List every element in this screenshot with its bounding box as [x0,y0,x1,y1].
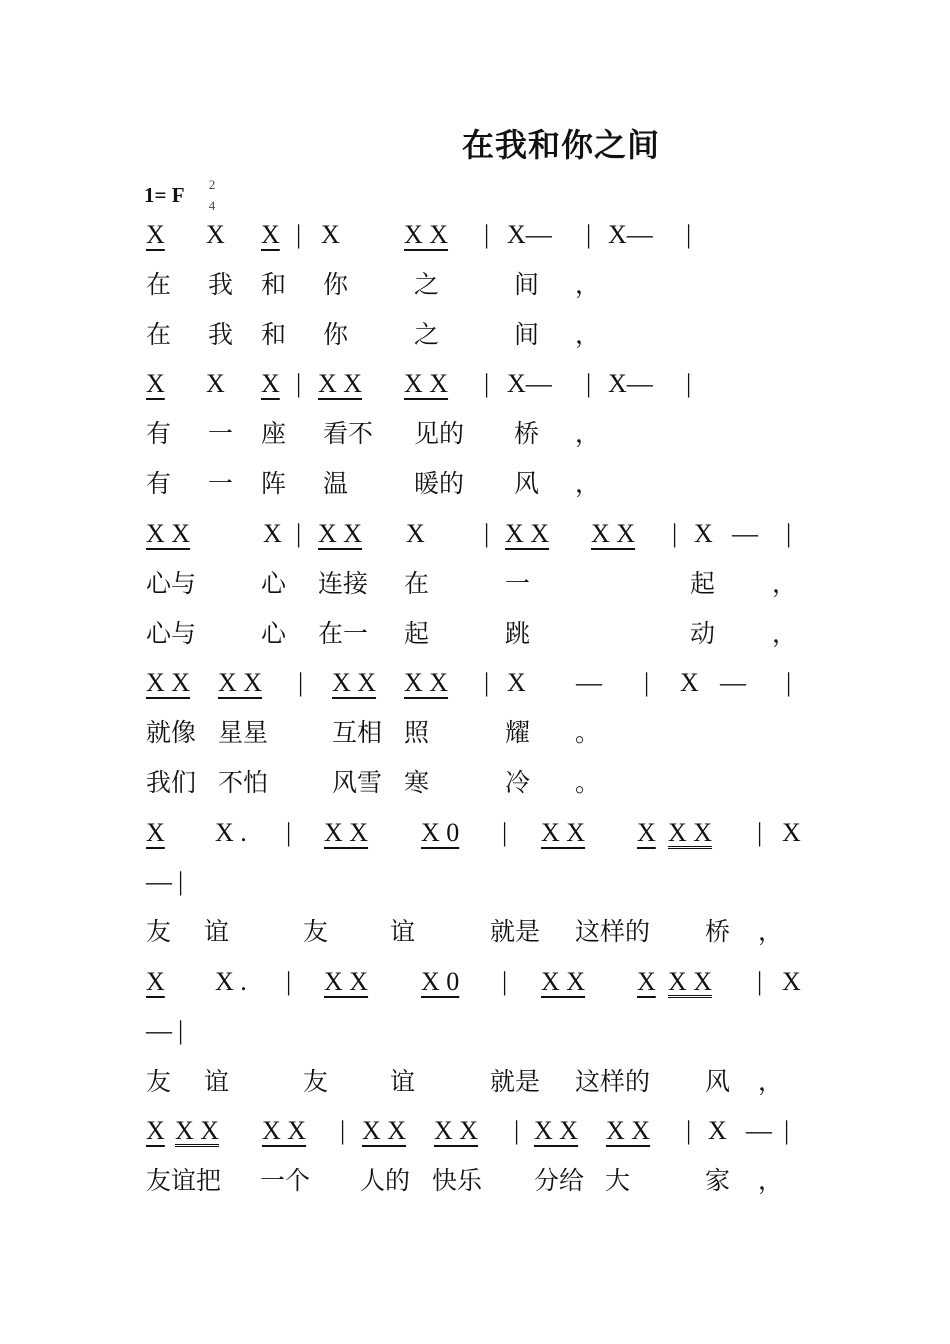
notation-token: | [178,867,184,896]
lyric-token: 谊 [390,917,416,946]
lyric-token: 暖的 [414,469,465,498]
notation-token: | [178,1016,184,1045]
lyric-token: 动 [690,619,716,648]
notation-token: | [514,1116,520,1145]
notation-token: X 0 [421,967,460,996]
notation-token: X [782,967,801,996]
lyric-token: 谊 [204,1067,230,1096]
key-signature: 1= F [144,183,185,207]
lyric-token: 和 [261,320,287,349]
notation-token: X X [591,519,636,548]
lyric-token: ， [772,569,798,598]
notation-token: | [484,668,490,697]
lyric-token: 你 [323,320,349,349]
notation-token: | [296,369,302,398]
lyric-token: 友 [303,917,329,946]
lyric-token: 心 [261,569,287,598]
notation-token: | [296,220,302,249]
notation-token: X [146,818,165,847]
notation-token: X [637,967,656,996]
lyric-token: 风雪 [332,768,383,797]
notation-token: X [146,220,165,249]
lyric-token: 桥 [705,917,731,946]
lyric-token: ， [758,1067,784,1096]
lyric-token: 我 [208,320,234,349]
notation-token: X X [404,369,449,398]
lyric-token: 家 [705,1166,731,1195]
lyric-token: 在 [146,320,172,349]
lyric-token: 我 [208,270,234,299]
lyric-token: 风 [514,469,540,498]
notation-token: X X [332,668,377,697]
notation-token: — [576,668,602,697]
notation-token: | [502,967,508,996]
notation-token: | [757,967,763,996]
song-title: 在我和你之间 [462,126,661,164]
lyric-token: 一个 [260,1166,311,1195]
notation-token: X X [146,668,191,697]
lyric-token: 心与 [146,569,197,598]
lyric-token: 座 [261,419,287,448]
notation-token: X 0 [421,818,460,847]
lyric-token: 友谊把 [146,1166,222,1195]
notation-token: | [784,1116,790,1145]
notation-token: X— [507,220,552,249]
lyric-token: 温 [323,469,349,498]
lyric-token: 互相 [332,718,383,747]
lyric-token: 快乐 [432,1166,483,1195]
time-numerator: 2 [208,177,216,192]
lyric-token: 友 [303,1067,329,1096]
notation-token: | [644,668,650,697]
notation-token: X [206,369,225,398]
notation-token: | [484,369,490,398]
notation-token: X— [608,220,653,249]
notation-token: — [720,668,746,697]
notation-token: | [286,818,292,847]
notation-token: X [146,1116,165,1145]
lyric-token: 桥 [514,419,540,448]
lyric-token: 友 [146,1067,172,1096]
notation-token: — [146,867,172,896]
notation-token: X [146,369,165,398]
notation-token: | [686,220,692,249]
notation-token: X [263,519,282,548]
notation-token: X X [324,967,369,996]
lyric-token: 照 [404,718,430,747]
lyric-token: 起 [690,569,716,598]
lyric-token: 星星 [218,718,269,747]
notation-token: | [340,1116,346,1145]
notation-token: X X [404,220,449,249]
lyric-token: ， [575,469,601,498]
notation-token: | [502,818,508,847]
lyric-token: 大 [605,1166,631,1195]
lyric-token: 在 [404,569,430,598]
lyric-token: 冷 [505,768,531,797]
notation-token: X X [218,668,263,697]
notation-token: — [732,519,758,548]
notation-token: X [261,369,280,398]
lyric-token: 谊 [204,917,230,946]
notation-token: | [757,818,763,847]
lyric-token: ， [575,270,601,299]
lyric-token: ， [575,320,601,349]
lyric-token: 就是 [490,1067,541,1096]
notation-token: | [686,369,692,398]
notation-token: | [686,1116,692,1145]
notation-token: X X [262,1116,307,1145]
notation-token: X X [146,519,191,548]
lyric-token: 和 [261,270,287,299]
notation-token: X [406,519,425,548]
lyric-token: ， [758,1166,784,1195]
notation-token: X [321,220,340,249]
notation-token: X [507,668,526,697]
notation-token: X [708,1116,727,1145]
lyric-token: 在 [146,270,172,299]
notation-token: X X [318,369,363,398]
notation-token: X X [318,519,363,548]
notation-token: — [146,1016,172,1045]
notation-token: X— [507,369,552,398]
notation-token: X [694,519,713,548]
lyric-token: 一 [505,569,531,598]
notation-token: X X [668,967,713,996]
lyric-token: 心与 [146,619,197,648]
notation-token: | [484,220,490,249]
lyric-token: 一 [208,469,234,498]
lyric-token: 间 [514,320,540,349]
lyric-token: 连接 [318,569,369,598]
lyric-token: 间 [514,270,540,299]
notation-token: X X [175,1116,220,1145]
notation-token: X X [541,818,586,847]
lyric-token: 分给 [534,1166,585,1195]
notation-token: | [286,967,292,996]
lyric-token: 看不 [323,419,374,448]
lyric-token: 见的 [414,419,465,448]
lyric-token: 之 [414,320,440,349]
notation-token: X [261,220,280,249]
lyric-token: 就是 [490,917,541,946]
notation-token: | [484,519,490,548]
lyric-token: 在一 [318,619,369,648]
notation-token: | [586,369,592,398]
notation-token: X X [434,1116,479,1145]
lyric-token: 阵 [261,469,287,498]
notation-token: X [680,668,699,697]
lyric-token: 耀 [505,718,531,747]
lyric-token: 谊 [390,1067,416,1096]
lyric-token: 就像 [146,718,197,747]
notation-token: X X [668,818,713,847]
notation-token: | [786,519,792,548]
lyric-token: 寒 [404,768,430,797]
lyric-token: 不怕 [218,768,269,797]
lyric-token: 。 [575,718,601,747]
notation-token: X X [362,1116,407,1145]
lyric-token: 人的 [360,1166,411,1195]
lyric-token: ， [772,619,798,648]
lyric-token: 有 [146,419,172,448]
lyric-token: 一 [208,419,234,448]
time-denominator: 4 [208,198,216,213]
lyric-token: 风 [705,1067,731,1096]
lyric-token: 这样的 [575,1067,651,1096]
notation-token: X X [606,1116,651,1145]
notation-token: X [782,818,801,847]
lyric-token: 这样的 [575,917,651,946]
notation-token: | [298,668,304,697]
lyric-token: 之 [414,270,440,299]
lyric-token: 有 [146,469,172,498]
time-signature [205,178,219,212]
lyric-token: 友 [146,917,172,946]
notation-token: | [586,220,592,249]
notation-token: X X [404,668,449,697]
lyric-token: 心 [261,619,287,648]
notation-token: X X [324,818,369,847]
notation-token: X— [608,369,653,398]
notation-token: X X [541,967,586,996]
notation-token: X [146,967,165,996]
lyric-token: 跳 [505,619,531,648]
notation-token: | [786,668,792,697]
notation-token: X X [505,519,550,548]
notation-token: — [746,1116,772,1145]
notation-token: X [206,220,225,249]
notation-token: | [672,519,678,548]
lyric-token: 起 [404,619,430,648]
lyric-token: ， [575,419,601,448]
notation-token: | [296,519,302,548]
lyric-token: ， [758,917,784,946]
notation-token: X . [215,818,247,847]
notation-token: X . [215,967,247,996]
lyric-token: 。 [575,768,601,797]
notation-token: X [637,818,656,847]
lyric-token: 我们 [146,768,197,797]
notation-token: X X [534,1116,579,1145]
lyric-token: 你 [323,270,349,299]
